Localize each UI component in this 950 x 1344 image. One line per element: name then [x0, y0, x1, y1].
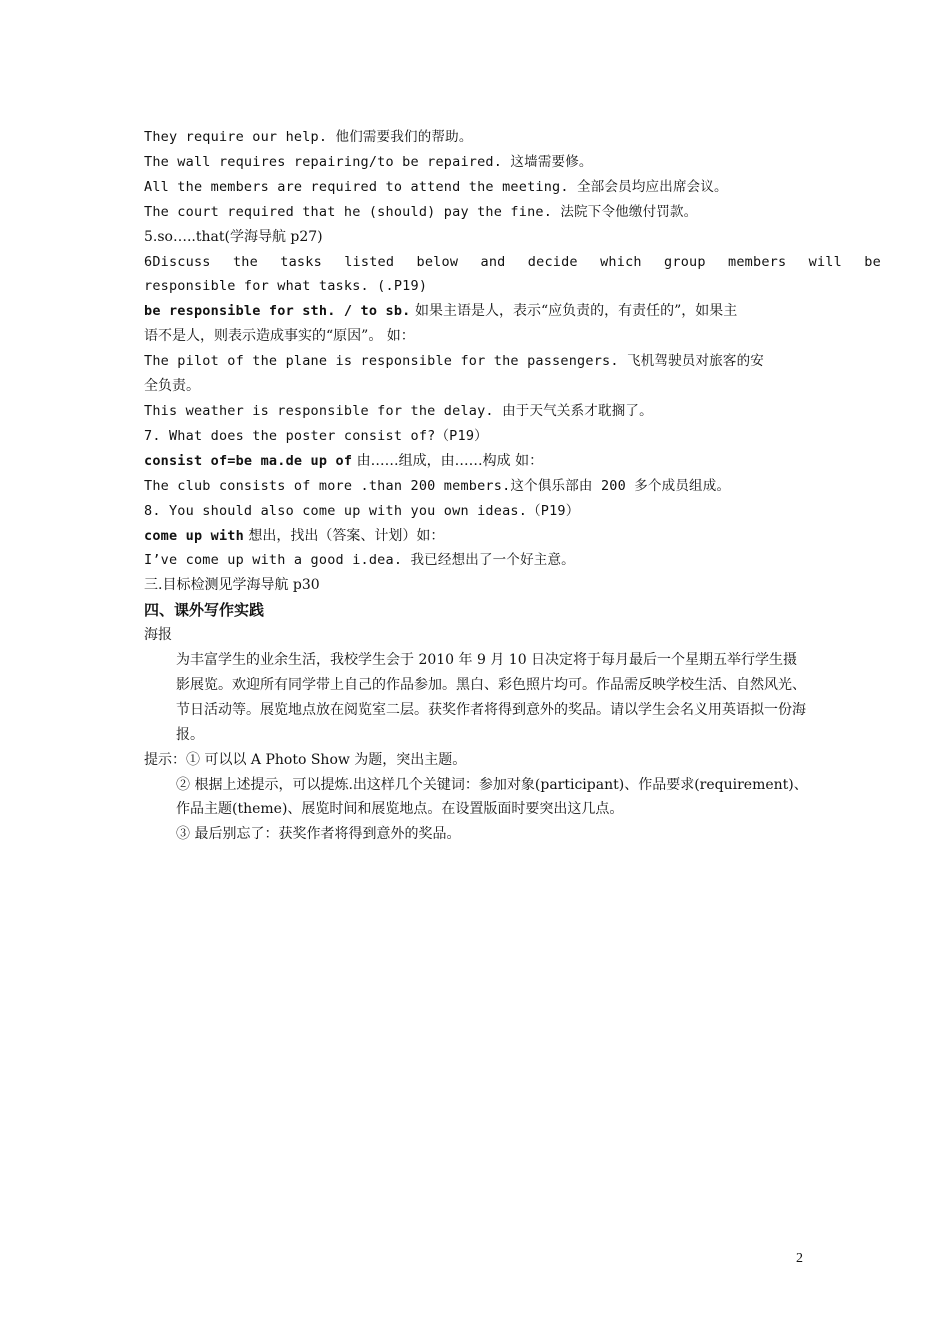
page-number: 2 [796, 1251, 803, 1266]
consist-explanation: consist of=be ma.de up of 由……组成，由……构成 如： [144, 452, 544, 469]
example-sentence: All the members are required to attend the meeting. 全部会员均应出席会议。 [144, 178, 728, 195]
hint-3: ③ 最后别忘了：获奖作者将得到意外的奖品。 [176, 826, 461, 843]
section-three: 三.目标检测见学海导航 p30 [144, 577, 320, 594]
example-translation-continued: 全负责。 [144, 378, 200, 395]
example-sentence: They require our help. 他们需要我们的帮助。 [144, 129, 473, 145]
responsible-explanation: be responsible for sth. / to sb. 如果主语是人，表示“应负责的，有责任的”，如果主 [144, 303, 738, 320]
example-sentence: The wall requires repairing/to be repaired. 这墙需要修。 [144, 153, 593, 170]
document-body [144, 125, 881, 847]
item-6-continued: responsible for what tasks. (.P19) [144, 278, 428, 295]
item-7: 7. What does the poster consist of?（P19） [144, 427, 488, 444]
section-four-heading: 四、课外写作实践 [144, 601, 265, 620]
bold-term-come-up: come up with [144, 527, 244, 544]
bold-term-consist: consist of=be ma.de up of [144, 452, 353, 469]
example-sentence: The club consists of more .than 200 members.这个俱乐部由 200 多个成员组成。 [144, 477, 731, 494]
bold-term-responsible: be responsible for sth. / to sb. [144, 303, 411, 320]
hint-1: 提示：① 可以以 A Photo Show 为题，突出主题。 [144, 751, 467, 768]
writing-prompt: 为丰富学生的业余生活，我校学生会于 2010 年 9 月 10 日决定将于每月最后一个星期五举行学生摄影展览。欢迎所有同学带上自己的作品参加。黑白、彩色照片均可。作品需反映学校生活、自然风光、节日活动等。展览地点放在阅览室二层。获奖作者将得到意外的奖品。请以学生会名义用英语拟一份海报。 [176, 652, 806, 743]
example-sentence: I’ve come up with a good i.dea. 我已经想出了一个好主意。 [144, 552, 575, 569]
example-sentence: This weather is responsible for the delay. 由于天气关系才耽搁了。 [144, 402, 653, 419]
item-8: 8. You should also come up with you own ideas.（P19） [144, 502, 580, 519]
item-6: 6Discuss the tasks listed below and decide which group members will be [144, 253, 881, 270]
example-sentence: The pilot of the plane is responsible for the passengers. 飞机驾驶员对旅客的安 [144, 353, 765, 370]
hint-2: ② 根据上述提示，可以提炼.出这样几个关键词：参加对象(participant)、作品要求(requirement)、作品主题(theme)、展览时间和展览地点。在设置版面时要突出这几点。 [176, 776, 808, 818]
poster-label: 海报 [144, 627, 172, 644]
responsible-explanation-continued: 语不是人，则表示造成事实的“原因”。 如： [144, 328, 415, 345]
example-sentence: The court required that he (should) pay the fine. 法院下令他缴付罚款。 [144, 203, 698, 220]
item-5: 5.so…..that(学海导航 p27) [144, 228, 323, 245]
come-up-explanation: come up with 想出，找出（答案、计划）如： [144, 527, 445, 544]
